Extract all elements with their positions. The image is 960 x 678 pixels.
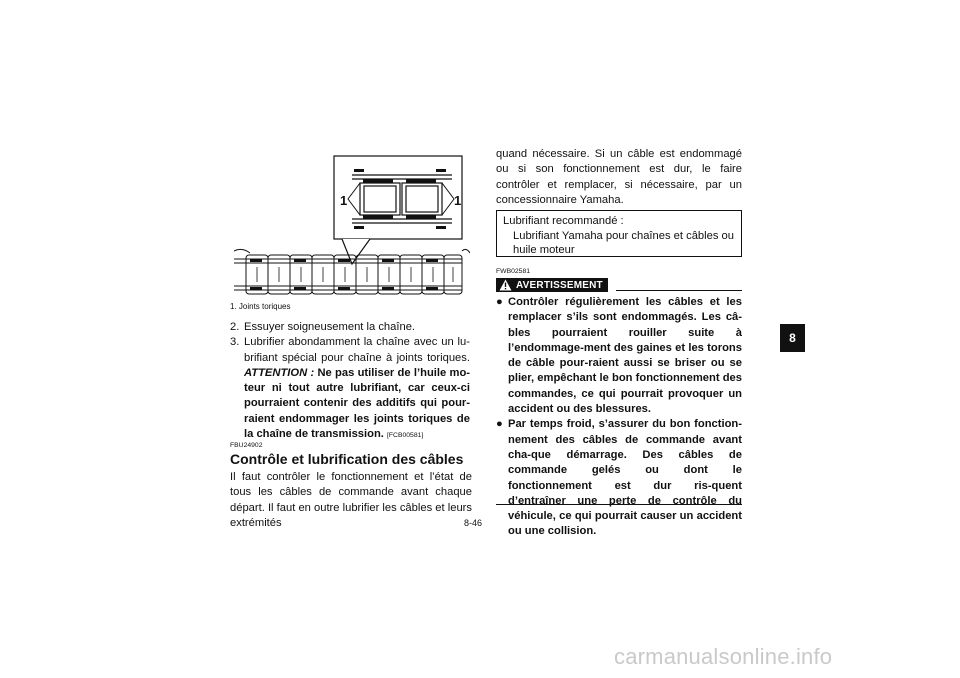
- step-instruction: Lubrifier abondamment la chaîne avec un lu-brifiant spécial pour chaîne à joints toriques.: [244, 336, 470, 364]
- warning-item-text: Par temps froid, s’assurer du bon fonction-nement des câbles de commande avant cha-que démarrage. Des câbles de commande gelés ou dont le fonctionnement est dur ris-quent d’entraîner une perte de contrôle du véhicule, ce qui pourrait causer un accident ou une collision.: [508, 418, 742, 538]
- watermark: carmanualsonline.info: [614, 644, 833, 669]
- figure-caption: 1. Joints toriques: [230, 302, 291, 311]
- warning-rule: [616, 290, 742, 291]
- step-item: [230, 335, 470, 443]
- chain-figure: [230, 155, 470, 303]
- bullet-icon: ●: [496, 296, 503, 308]
- chapter-tab: 8: [780, 324, 805, 352]
- step-number: 2.: [230, 321, 240, 333]
- page-number: 8-46: [464, 518, 483, 528]
- warning-item-text: Contrôler régulièrement les câbles et les remplacer s’ils sont endommagés. Les câ-bles pourraient rouiller suite à l’endommage-ment des gaines et les torons de câble pour-raient aussi se briser ou se plier, empêchant le bon fonctionnement des commandes, ce qui pourrait provoquer un accident ou des blessures.: [508, 296, 742, 416]
- warning-bottom-rule: [496, 504, 742, 505]
- warning-label: AVERTISSEMENT: [516, 280, 603, 291]
- warning-badge: [496, 278, 608, 292]
- warning-header: [496, 278, 742, 292]
- step-item: [230, 320, 470, 335]
- right-column: [496, 147, 742, 538]
- caution-code: [FCB00581]: [387, 432, 424, 440]
- continuation-text: quand nécessaire. Si un câble est endommagé ou si son fonctionnement est dur, le faire contrôler et remplacer, si nécessaire, par un concessionnaire Yamaha.: [496, 148, 742, 206]
- attention-text: Ne pas utiliser de l’huile mo-teur ni tout autre lubrifiant, car ceux-ci pourraient contenir des additifs qui pour-raient endommager les joints toriques de la chaîne de transmission.: [244, 366, 471, 441]
- step-number: 3.: [230, 336, 240, 349]
- callout-label-right: 1: [454, 193, 462, 208]
- lubricant-title: Lubrifiant recommandé :: [503, 215, 624, 227]
- bullet-icon: ●: [496, 418, 503, 431]
- lubricant-value: Lubrifiant Yamaha pour chaînes et câbles ou huile moteur: [513, 229, 734, 256]
- warning-code: FWB02581: [496, 268, 531, 275]
- section-code: FBU24902: [230, 442, 263, 449]
- step-text: Essuyer soigneusement la chaîne.: [244, 321, 416, 333]
- section-title: Contrôle et lubrification des câbles: [230, 451, 464, 467]
- warning-triangle-icon: [499, 279, 512, 291]
- warning-item: [496, 417, 742, 539]
- lubricant-box: [496, 210, 742, 257]
- step-text: [244, 335, 470, 443]
- steps-list: [230, 320, 470, 443]
- section-body: Il faut contrôler le fonctionnement et l’état de tous les câbles de commande avant chaque départ. Il faut en outre lubrifier les câbles et leurs extrémités: [230, 471, 472, 529]
- warning-item: [496, 295, 742, 417]
- callout-label-left: 1: [340, 193, 348, 208]
- chain-illustration: [230, 155, 470, 303]
- attention-label: ATTENTION :: [244, 366, 315, 379]
